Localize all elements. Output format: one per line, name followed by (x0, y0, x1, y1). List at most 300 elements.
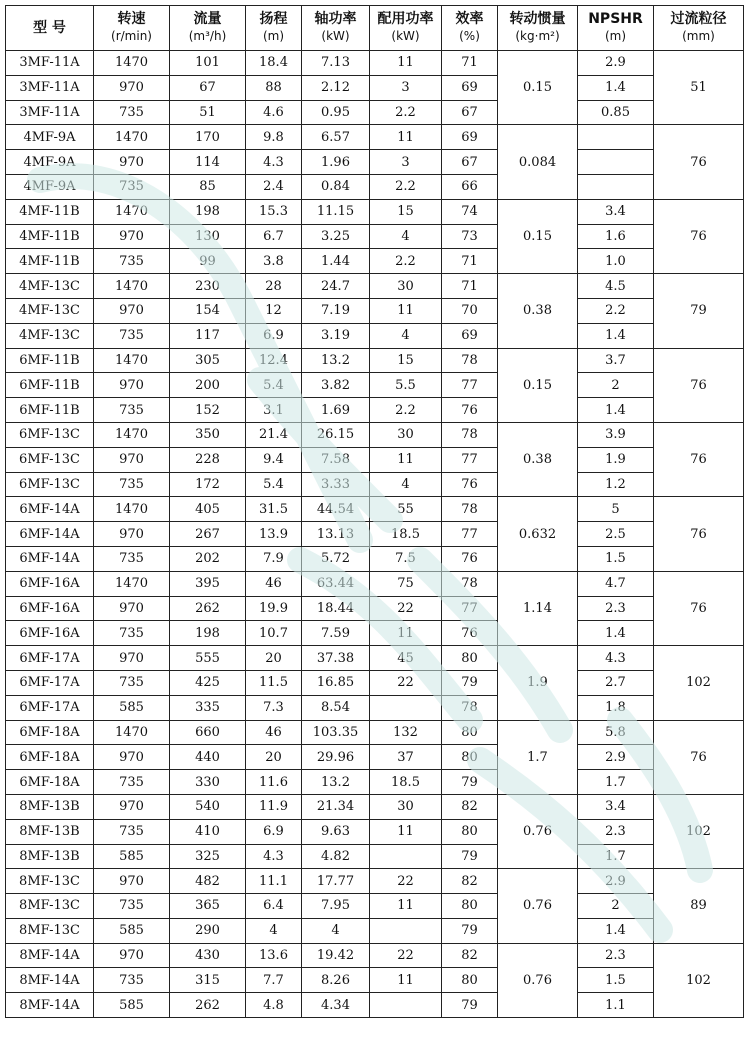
table-cell: 5.4 (246, 472, 302, 497)
table-cell: 30 (370, 274, 442, 299)
table-cell: 13.9 (246, 522, 302, 547)
table-cell: 8.54 (302, 695, 370, 720)
table-cell: 69 (442, 323, 498, 348)
table-cell: 76 (654, 125, 744, 199)
table-cell: 7.19 (302, 298, 370, 323)
table-cell: 267 (170, 522, 246, 547)
table-cell: 6MF-16A (6, 621, 94, 646)
table-cell: 4 (302, 918, 370, 943)
table-cell: 3.8 (246, 249, 302, 274)
table-cell: 11 (370, 298, 442, 323)
table-cell: 69 (442, 125, 498, 150)
table-cell: 15 (370, 348, 442, 373)
table-cell: 198 (170, 199, 246, 224)
table-cell: 80 (442, 819, 498, 844)
table-cell: 0.76 (498, 794, 578, 868)
table-cell: 2.2 (578, 298, 654, 323)
table-cell: 2 (578, 894, 654, 919)
table-cell: 970 (94, 794, 170, 819)
table-cell: 18.5 (370, 522, 442, 547)
table-row (6, 794, 744, 819)
table-cell: 51 (654, 51, 744, 125)
table-cell: 1470 (94, 422, 170, 447)
table-cell: 2.2 (370, 249, 442, 274)
table-cell: 2.9 (578, 869, 654, 894)
table-cell: 1470 (94, 497, 170, 522)
table-cell: 4.8 (246, 993, 302, 1018)
table-cell: 6.4 (246, 894, 302, 919)
column-header-unit: (kW) (321, 29, 350, 43)
table-cell: 77 (442, 522, 498, 547)
column-header-title: 扬程 (259, 11, 288, 27)
table-cell: 1470 (94, 199, 170, 224)
table-cell: 6MF-14A (6, 522, 94, 547)
table-row (6, 695, 744, 720)
table-cell: 45 (370, 646, 442, 671)
table-cell: 0.85 (578, 100, 654, 125)
table-cell: 8MF-13C (6, 918, 94, 943)
table-cell: 3.82 (302, 373, 370, 398)
table-cell: 16.85 (302, 670, 370, 695)
table-row (6, 422, 744, 447)
table-cell: 1.7 (498, 720, 578, 794)
table-cell: 0.95 (302, 100, 370, 125)
table-row (6, 348, 744, 373)
table-cell (370, 918, 442, 943)
table-cell: 71 (442, 249, 498, 274)
table-cell: 8.26 (302, 968, 370, 993)
table-row (6, 918, 744, 943)
table-row (6, 621, 744, 646)
table-cell: 228 (170, 447, 246, 472)
table-cell: 2.2 (370, 100, 442, 125)
table-cell: 365 (170, 894, 246, 919)
table-cell: 44.54 (302, 497, 370, 522)
table-cell (578, 125, 654, 150)
table-cell: 76 (442, 546, 498, 571)
table-cell: 1.9 (498, 646, 578, 720)
table-cell: 4MF-9A (6, 150, 94, 175)
table-cell: 5.4 (246, 373, 302, 398)
table-cell: 585 (94, 695, 170, 720)
column-header-title: NPSHR (588, 11, 643, 27)
table-cell: 18.4 (246, 51, 302, 76)
table-cell: 735 (94, 670, 170, 695)
column-header-unit: (mm) (682, 29, 715, 43)
table-cell: 970 (94, 646, 170, 671)
table-cell: 11 (370, 447, 442, 472)
table-cell: 73 (442, 224, 498, 249)
table-cell: 51 (170, 100, 246, 125)
table-cell: 80 (442, 745, 498, 770)
table-cell: 8MF-14A (6, 943, 94, 968)
table-cell: 82 (442, 794, 498, 819)
table-row (6, 968, 744, 993)
table-cell: 11.9 (246, 794, 302, 819)
table-cell: 13.2 (302, 348, 370, 373)
table-cell: 12 (246, 298, 302, 323)
table-row (6, 150, 744, 175)
table-cell: 1470 (94, 720, 170, 745)
table-row (6, 844, 744, 869)
table-cell: 3.4 (578, 794, 654, 819)
table-cell: 410 (170, 819, 246, 844)
table-row (6, 770, 744, 795)
table-cell: 4MF-11B (6, 199, 94, 224)
table-cell: 76 (654, 422, 744, 496)
table-cell: 4.5 (578, 274, 654, 299)
table-cell: 6MF-13C (6, 422, 94, 447)
table-cell: 11 (370, 51, 442, 76)
table-cell: 3.9 (578, 422, 654, 447)
table-cell: 18.44 (302, 596, 370, 621)
table-cell: 440 (170, 745, 246, 770)
table-cell: 71 (442, 274, 498, 299)
table-cell: 585 (94, 844, 170, 869)
table-cell: 6MF-13C (6, 447, 94, 472)
table-cell: 230 (170, 274, 246, 299)
table-body (6, 51, 744, 1018)
table-cell: 9.63 (302, 819, 370, 844)
table-cell: 585 (94, 993, 170, 1018)
table-cell: 0.38 (498, 422, 578, 496)
table-row (6, 373, 744, 398)
table-row (6, 522, 744, 547)
table-cell: 80 (442, 646, 498, 671)
table-cell: 735 (94, 249, 170, 274)
table-cell: 75 (370, 571, 442, 596)
table-cell: 330 (170, 770, 246, 795)
table-cell: 1.4 (578, 323, 654, 348)
table-cell: 80 (442, 968, 498, 993)
column-header (6, 6, 94, 51)
table-cell: 660 (170, 720, 246, 745)
table-cell: 78 (442, 422, 498, 447)
table-cell: 78 (442, 571, 498, 596)
table-cell: 2.3 (578, 819, 654, 844)
table-cell: 15.3 (246, 199, 302, 224)
table-row (6, 125, 744, 150)
table-cell: 4.34 (302, 993, 370, 1018)
table-cell (578, 150, 654, 175)
table-cell: 11 (370, 894, 442, 919)
table-cell: 10.7 (246, 621, 302, 646)
table-cell: 76 (654, 497, 744, 571)
table-cell: 1.7 (578, 770, 654, 795)
column-header-title: 型 号 (33, 19, 66, 36)
table-cell: 12.4 (246, 348, 302, 373)
table-cell: 735 (94, 819, 170, 844)
table-cell: 0.084 (498, 125, 578, 199)
table-cell: 28 (246, 274, 302, 299)
table-cell: 30 (370, 794, 442, 819)
table-cell: 970 (94, 447, 170, 472)
table-cell: 55 (370, 497, 442, 522)
table-cell: 3.4 (578, 199, 654, 224)
table-cell: 76 (442, 621, 498, 646)
table-row (6, 720, 744, 745)
column-header (442, 6, 498, 51)
table-cell: 6MF-17A (6, 695, 94, 720)
table-cell: 20 (246, 745, 302, 770)
table-cell: 735 (94, 174, 170, 199)
table-cell: 555 (170, 646, 246, 671)
table-cell: 1470 (94, 51, 170, 76)
table-cell: 6MF-18A (6, 720, 94, 745)
table-cell: 46 (246, 720, 302, 745)
table-cell: 6MF-14A (6, 497, 94, 522)
table-cell: 405 (170, 497, 246, 522)
table-cell: 2.3 (578, 943, 654, 968)
table-cell: 37 (370, 745, 442, 770)
table-cell: 3.7 (578, 348, 654, 373)
table-cell: 0.76 (498, 869, 578, 943)
table-cell: 8MF-13C (6, 894, 94, 919)
table-cell: 1470 (94, 125, 170, 150)
table-cell: 5.5 (370, 373, 442, 398)
table-cell: 7.59 (302, 621, 370, 646)
column-header (94, 6, 170, 51)
table-cell: 2.12 (302, 75, 370, 100)
table-cell: 11.1 (246, 869, 302, 894)
table-cell: 970 (94, 150, 170, 175)
column-header-title: 流量 (193, 11, 222, 27)
table-cell: 7.7 (246, 968, 302, 993)
table-cell: 202 (170, 546, 246, 571)
table-cell (370, 695, 442, 720)
table-cell: 4MF-13C (6, 298, 94, 323)
table-cell: 46 (246, 571, 302, 596)
table-cell: 26.15 (302, 422, 370, 447)
table-cell: 0.84 (302, 174, 370, 199)
column-header-unit: (kg·m²) (515, 29, 560, 43)
table-cell: 8MF-14A (6, 968, 94, 993)
table-cell: 82 (442, 869, 498, 894)
table-cell: 11.15 (302, 199, 370, 224)
table-cell: 262 (170, 596, 246, 621)
table-cell: 77 (442, 373, 498, 398)
table-cell: 6MF-16A (6, 571, 94, 596)
table-cell: 31.5 (246, 497, 302, 522)
table-cell: 540 (170, 794, 246, 819)
column-header (654, 6, 744, 51)
table-cell: 2.7 (578, 670, 654, 695)
table-cell: 0.15 (498, 348, 578, 422)
table-cell: 11 (370, 819, 442, 844)
column-header-unit: (r/min) (111, 29, 152, 43)
table-cell: 11 (370, 968, 442, 993)
table-cell: 77 (442, 447, 498, 472)
column-header-unit: (m³/h) (188, 29, 227, 43)
table-cell: 6MF-14A (6, 546, 94, 571)
table-row (6, 224, 744, 249)
table-cell (578, 174, 654, 199)
table-cell: 9.8 (246, 125, 302, 150)
table-row (6, 199, 744, 224)
column-header-title: 转速 (117, 11, 146, 27)
table-cell: 735 (94, 546, 170, 571)
table-cell: 6MF-11B (6, 348, 94, 373)
table-cell: 6.9 (246, 323, 302, 348)
table-cell: 67 (442, 150, 498, 175)
table-cell: 9.4 (246, 447, 302, 472)
table-cell: 6MF-17A (6, 670, 94, 695)
table-cell: 5 (578, 497, 654, 522)
table-row (6, 249, 744, 274)
table-cell: 69 (442, 75, 498, 100)
table-cell: 13.13 (302, 522, 370, 547)
table-row (6, 274, 744, 299)
table-cell: 79 (654, 274, 744, 348)
table-cell: 1.69 (302, 398, 370, 423)
table-cell: 4MF-9A (6, 125, 94, 150)
table-cell: 80 (442, 894, 498, 919)
table-cell: 735 (94, 894, 170, 919)
table-cell: 80 (442, 720, 498, 745)
table-cell: 22 (370, 943, 442, 968)
table-cell: 8MF-14A (6, 993, 94, 1018)
table-row (6, 571, 744, 596)
table-cell: 3MF-11A (6, 51, 94, 76)
table-cell: 430 (170, 943, 246, 968)
column-header (578, 6, 654, 51)
column-header-unit: (kW) (391, 29, 420, 43)
table-cell: 4MF-13C (6, 323, 94, 348)
table-cell: 3.25 (302, 224, 370, 249)
table-cell: 1.5 (578, 968, 654, 993)
table-cell: 8MF-13B (6, 819, 94, 844)
table-row (6, 497, 744, 522)
table-cell: 22 (370, 596, 442, 621)
table-cell: 335 (170, 695, 246, 720)
table-cell: 4 (370, 472, 442, 497)
table-cell: 79 (442, 770, 498, 795)
table-cell: 3 (370, 150, 442, 175)
table-row (6, 819, 744, 844)
column-header-unit: (m) (604, 29, 627, 43)
table-cell: 2.3 (578, 596, 654, 621)
table-cell: 4 (370, 323, 442, 348)
table-cell: 7.5 (370, 546, 442, 571)
table-cell: 4MF-9A (6, 174, 94, 199)
table-cell: 6MF-18A (6, 770, 94, 795)
table-cell: 37.38 (302, 646, 370, 671)
table-cell: 4.7 (578, 571, 654, 596)
table-cell: 4.3 (578, 646, 654, 671)
table-cell: 970 (94, 298, 170, 323)
table-row (6, 646, 744, 671)
table-cell: 102 (654, 943, 744, 1017)
table-row (6, 472, 744, 497)
table-cell: 735 (94, 100, 170, 125)
table-cell: 1.14 (498, 571, 578, 645)
table-cell: 2.4 (246, 174, 302, 199)
table-cell: 0.76 (498, 943, 578, 1017)
column-header-title: 过流粒径 (670, 11, 727, 27)
table-cell: 735 (94, 323, 170, 348)
table-cell: 198 (170, 621, 246, 646)
table-cell: 6.9 (246, 819, 302, 844)
table-cell: 1.4 (578, 621, 654, 646)
table-cell: 735 (94, 968, 170, 993)
table-cell: 6MF-17A (6, 646, 94, 671)
table-cell: 970 (94, 596, 170, 621)
table-cell: 130 (170, 224, 246, 249)
table-cell: 20 (246, 646, 302, 671)
table-cell: 22 (370, 869, 442, 894)
table-cell: 315 (170, 968, 246, 993)
table-cell: 735 (94, 398, 170, 423)
table-cell: 8MF-13C (6, 869, 94, 894)
table-cell: 70 (442, 298, 498, 323)
table-cell: 395 (170, 571, 246, 596)
table-cell: 11.5 (246, 670, 302, 695)
table-cell: 76 (654, 348, 744, 422)
column-header (246, 6, 302, 51)
table-cell: 8MF-13B (6, 794, 94, 819)
table-cell: 735 (94, 472, 170, 497)
table-cell: 3.1 (246, 398, 302, 423)
table-cell: 305 (170, 348, 246, 373)
table-cell: 11 (370, 621, 442, 646)
table-cell: 970 (94, 745, 170, 770)
table-row (6, 447, 744, 472)
table-cell: 71 (442, 51, 498, 76)
table-cell: 970 (94, 522, 170, 547)
table-cell: 7.3 (246, 695, 302, 720)
table-cell: 4MF-11B (6, 249, 94, 274)
table-cell: 970 (94, 373, 170, 398)
table-cell: 2.2 (370, 174, 442, 199)
table-row (6, 869, 744, 894)
table-cell: 290 (170, 918, 246, 943)
table-cell: 114 (170, 150, 246, 175)
table-cell: 1.6 (578, 224, 654, 249)
table-row (6, 894, 744, 919)
table-cell: 3 (370, 75, 442, 100)
table-cell: 17.77 (302, 869, 370, 894)
pump-spec-table (5, 5, 744, 1018)
table-cell: 3.33 (302, 472, 370, 497)
table-cell: 1.5 (578, 546, 654, 571)
table-cell (370, 844, 442, 869)
table-cell: 6MF-16A (6, 596, 94, 621)
table-cell: 1.1 (578, 993, 654, 1018)
table-cell: 4.6 (246, 100, 302, 125)
table-cell: 2 (578, 373, 654, 398)
table-cell: 89 (654, 869, 744, 943)
table-cell: 67 (442, 100, 498, 125)
table-cell: 78 (442, 348, 498, 373)
table-cell: 970 (94, 869, 170, 894)
table-cell: 6MF-11B (6, 373, 94, 398)
table-cell: 1.96 (302, 150, 370, 175)
table-cell: 132 (370, 720, 442, 745)
table-cell (370, 993, 442, 1018)
table-cell: 82 (442, 943, 498, 968)
table-cell: 482 (170, 869, 246, 894)
table-cell: 4.82 (302, 844, 370, 869)
table-cell: 152 (170, 398, 246, 423)
table-cell: 85 (170, 174, 246, 199)
table-cell: 6.57 (302, 125, 370, 150)
table-cell: 76 (442, 398, 498, 423)
table-cell: 200 (170, 373, 246, 398)
table-cell: 117 (170, 323, 246, 348)
table-row (6, 745, 744, 770)
table-cell: 6MF-13C (6, 472, 94, 497)
table-row (6, 75, 744, 100)
